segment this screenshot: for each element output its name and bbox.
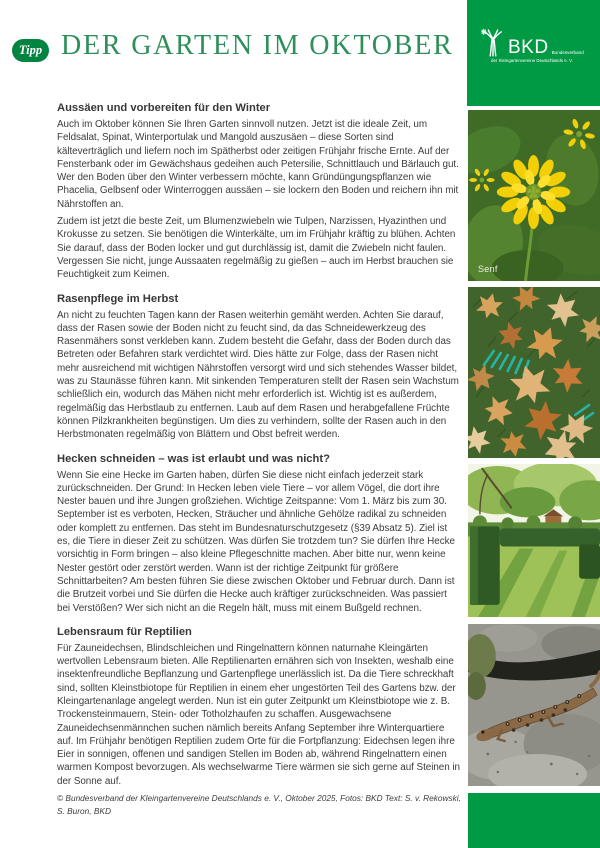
section-heading: Hecken schneiden – was ist erlaubt und was nicht? [57,452,330,465]
bkd-plant-person-icon [481,27,505,57]
photo-sand-lizard [468,624,600,786]
garden-hedges-illustration [468,464,600,617]
sand-lizard-illustration [468,624,600,786]
section-paragraph: Wenn Sie eine Hecke im Garten haben, dürfen Sie diese nicht einfach jederzeit stark zurückschneiden. Der Grund: In Hecken leben viele Tiere – vor allem Vögel, die dort ihre Nester bauen und ihre Jungen großziehen. Wichtige Zeitspanne: Vom 1. März bis zum 30. September ist es verboten, Hecken, Sträucher und ähnliche Gehölze radikal zu schneiden oder komplett zu entfernen. Das steht im Bundesnaturschutzgesetz (§39 Absatz 5). Ziel ist es, die Tiere in dieser Zeit zu schützen. Was dürfen Sie trotzdem tun? Sie dürfen Ihre Hecke vorsichtig in Form bringen – also kleine Pflegeschnitte machen. Aber bitte nur, wenn keine Nester gestört oder zerstört werden. Wann ist der richtige Zeitpunkt für größere Schnittarbeiten? Am besten führen Sie diese zwischen Oktober und Februar durch. Dann ist die Brutzeit vorbei und Sie dürfen die Hecke auch kräftiger zurückschneiden. Was passiert bei Verstößen? Wer sich nicht an die Regeln hält, muss mit einem Bußgeld rechnen. [57,469,455,614]
autumn-leaves-illustration [468,287,600,458]
photo-garden-hedges [468,464,600,617]
mustard-flowers-illustration [468,110,600,281]
section-sowing [57,101,461,282]
tipp-badge-label: Tipp [18,43,43,57]
bkd-logo [481,27,589,63]
brand-header-block [467,0,600,106]
bkd-logo-subtitle2: der Kleingartenvereine Deutschlands e. V. [491,58,573,63]
section-lawn-care [57,292,461,442]
photo-autumn-leaves-rake [468,287,600,458]
bkd-logo-subtitle1: Bundesverband [551,50,584,55]
section-paragraph: An nicht zu feuchten Tagen kann der Rasen weiterhin gemäht werden. Achten Sie darauf, dass der Rasen sowie der Boden nicht zu feucht sind, da das Schneidewerkzeug des Rasenmähers sonst verkleben kann. Zudem besteht die Gefahr, dass der Boden durch das Betreten oder Befahren stark verdichtet wird. Dies hätte zur Folge, dass der Rasen nicht mehr ausreichend mit wichtigen Nährstoffen versorgt wird und sich stehendes Wasser bildet, was zu Staunässe führen kann. Mit sinkenden Temperaturen stellt der Rasen sein Wachstum schließlich ein, wodurch das Mähen nicht mehr erforderlich ist. Wichtig ist es außerdem, regelmäßig das Herbstlaub zu entfernen. Laub auf dem Rasen und herabgefallene Früchte können Pilzkrankheiten begünstigen. Um dies zu verhindern, sollte der Rasen auch in den Herbstmonaten regelmäßig von Blättern und Obst befreit werden. [57,309,459,441]
credit-line: © Bundesverband der Kleingartenvereine Deutschlands e. V., Oktober 2025, Fotos: BKD Text: S. v. Rekowski, S. Buron, BKD [57,793,461,817]
section-paragraph: Zudem ist jetzt die beste Zeit, um Blumenzwiebeln wie Tulpen, Narzissen, Hyazinthen und Krokusse zu setzen. Sie benötigen die Winterkälte, um im Frühjahr kräftig zu blühen. Achten Sie darauf, dass der Boden locker und gut durchlässig ist, damit die Zwiebeln nicht faulen. Vergessen Sie nicht, junge Aussaaten regelmäßig zu gießen – auch im Herbst brauchen sie Feuchtigkeit zum Keimen. [57,216,456,281]
article-content [57,101,461,823]
section-paragraph: Für Zauneidechsen, Blindschleichen und Ringelnattern können naturnahe Kleingärten wertvollen Lebensraum bieten. Alle Reptilienarten ernähren sich von Insekten, weshalb eine insektenfreundliche Bepflanzung und Gartenpflege unerlässlich ist. Da die Tiere schreckhaft sind, sollten Kleinstbiotope für Reptilien in einem eher ungestörten Teil des Gartens bzw. der Kleingartenanlage angelegt werden. Nun ist ein guter Zeitpunkt um Kleinstbiotope wie z. B. Trockensteinmauern, Stein- oder Totholzhaufen zu schaffen. Ausgewachsene Zauneidechsenmännchen suchen nämlich bereits Anfang September ihre Winterquartiere auf. Im Frühjahr benötigen Reptilien zudem Orte für die Fortpflanzung: Eidechsen legen ihre Eier in sonnigen, offenen und sandigen Stellen im Boden ab, während Ringelnattern einen warmen Kompost bevorzugen. Als wechselwarme Tiere wärmen sie sich gerne auf Steinen in der Sonne auf. [57,642,460,787]
section-reptile-habitat [57,625,461,788]
bkd-logo-text: BKD [508,37,549,58]
section-hedge-cutting [57,452,461,615]
brand-footer-block [468,793,600,848]
section-heading: Rasenpflege im Herbst [57,292,179,305]
section-heading: Lebensraum für Reptilien [57,625,192,638]
section-heading: Aussäen und vorbereiten für den Winter [57,102,271,114]
tipp-badge [12,39,49,62]
photo-mustard-flowers [468,110,600,281]
photo-caption: Senf [478,264,498,274]
section-paragraph: Auch im Oktober können Sie Ihren Garten sinnvoll nutzen. Jetzt ist die ideale Zeit, um Feldsalat, Spinat, Winterportulak und Mangold auszusäen – diese Sorten sind kälteverträglich und liefern noch im Spätherbst oder zeitigen Frühjahr frische Ernte. Auf der Fensterbank oder im Gewächshaus gedeihen auch Petersilie, Schnittlauch und Bärlauch gut. Wer den Boden über den Winter verbessern möchte, kann Gründüngungspflanzen wie Phacelia, Gelbsenf oder Winterroggen aussäen – sie lockern den Boden und reichern ihn mit Nährstoffen an. [57,119,459,210]
photo-sidebar [467,0,600,848]
page-title: DER GARTEN IM OKTOBER [61,30,454,61]
